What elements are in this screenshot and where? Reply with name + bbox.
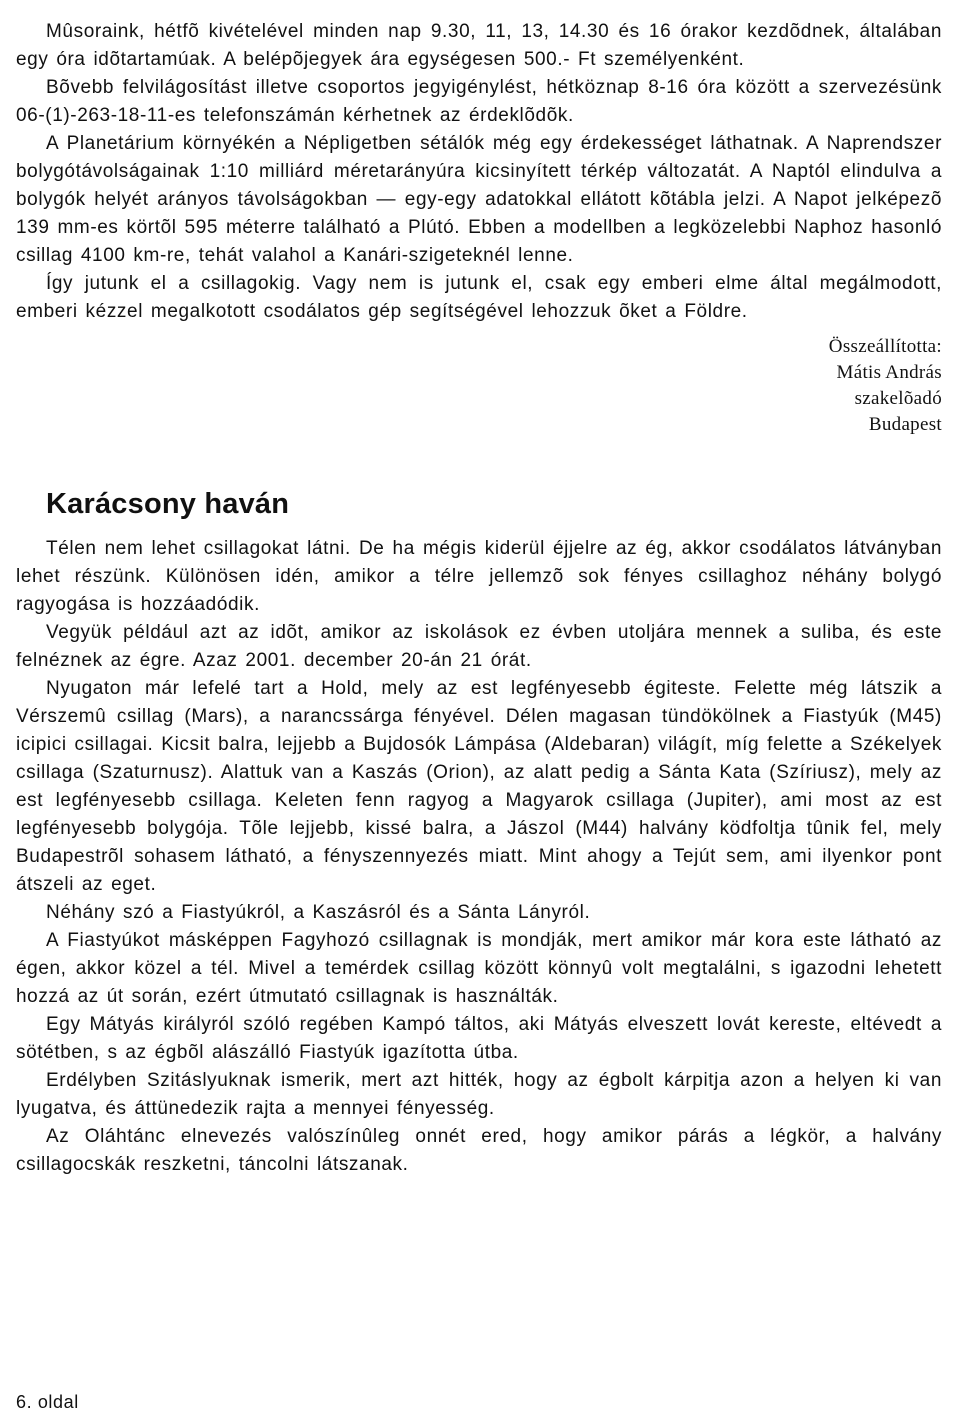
signature-role: szakelõadó: [854, 388, 942, 409]
signature-city: Budapest: [868, 414, 942, 435]
section-paragraph: Nyugaton már lefelé tart a Hold, mely az est legfényesebb égiteste. Felette még látszik a Vérszemû csillag (Mars), a narancssárga fényével. Délen magasan tündökölnek a Fiastyúk (M45) icipici csillagai. Kicsit balra, lejjebb a Bujdosók Lámpása (Aldebaran) világít, míg felette a Székelyek csillaga (Szaturnusz). Alattuk van a Kaszás (Orion), az alatt pedig a Sánta Kata (Szíriusz), mely az est legfényesebb csillaga. Keleten fenn ragyog a Magyarok csillaga (Jupiter), ami most az est legfényesebb bolygója. Tõle lejjebb, kissé balra, a Jászol (M44) halvány ködfoltja tûnik fel, mely Budapestrõl sohasem látható, a fényszennyezés miatt. Mint ahogy a Tejút sem, ami ilyenkor pont átszeli az eget.: [16, 678, 942, 895]
signature-name: Mátis András: [836, 362, 942, 383]
section-paragraph: Néhány szó a Fiastyúkról, a Kaszásról és a Sánta Lányról.: [46, 902, 591, 923]
intro-paragraph-closing: Így jutunk el a csillagokig. Vagy nem is jutunk el, csak egy emberi elme által megálmodott, emberi kézzel megalkotott csodálatos gép segítségével lehozzuk õket a Földre.: [16, 273, 942, 322]
section-paragraph: Az Oláhtánc elnevezés valószínûleg onnét ered, hogy amikor párás a légkör, a halvány csillagocskák reszketni, táncolni látszanak.: [16, 1126, 942, 1175]
section-title: Karácsony haván: [46, 488, 290, 520]
author-signature: [16, 334, 942, 438]
intro-paragraph-programs: Mûsoraink, hétfõ kivételével minden nap 9.30, 11, 13, 14.30 és 16 órakor kezdõdnek, általában egy óra idõtartamúak. A belépõjegyek ára egységesen 500.- Ft személyenként.: [16, 21, 942, 70]
section-paragraph: Erdélyben Szitáslyuknak ismerik, mert azt hitték, hogy az égbolt kárpitja azon a helyen ki van lyugatva, és áttünedezik rajta a mennyei fényesség.: [16, 1070, 942, 1119]
intro-paragraph-planetarium: A Planetárium környékén a Népligetben sétálók még egy érdekességet láthatnak. A Naprendszer bolygótávolságainak 1:10 milliárd méretarányúra kicsinyített térkép változatát. A Naptól elindulva a bolygók helyét arányos távolságokban — egy-egy adatokkal ellátott kõtábla jelzi. A Napot jelképezõ 139 mm-es körtõl 595 méterre található a Plútó. Ebben a modellben a legközelebbi Naphoz hasonló csillag 4100 km-re, tehát valahol a Kanári-szigeteknél lenne.: [16, 133, 942, 266]
page-number: 6. oldal: [16, 1392, 79, 1412]
section-paragraph: Télen nem lehet csillagokat látni. De ha mégis kiderül éjjelre az ég, akkor csodálatos látványban lehet részünk. Különösen idén, amikor a télre jellemzõ sok fényes csillaghoz néhány bolygó ragyogása is hozzáadódik.: [16, 538, 942, 615]
section-paragraph: Vegyük például azt az idõt, amikor az iskolások ez évben utoljára mennek a suliba, és este felnéznek az égre. Azaz 2001. december 20-án 21 órát.: [16, 622, 942, 671]
section-paragraph: A Fiastyúkot másképpen Fagyhozó csillagnak is mondják, mert amikor már kora este látható az égen, akkor közel a tél. Mivel a temérdek csillag között könnyû volt megtalálni, s igazodni lehetett hozzá az út során, ezért útmutató csillagnak is használták.: [16, 930, 942, 1007]
section-paragraph: Egy Mátyás királyról szóló regében Kampó táltos, aki Mátyás elveszett lovát kereste, eltévedt a sötétben, s az égbõl alászálló Fiastyúk igazította útba.: [16, 1014, 942, 1063]
intro-paragraph-info: Bõvebb felvilágosítást illetve csoportos jegyigénylést, hétköznap 8-16 óra között a szervezésünk 06-(1)-263-18-11-es telefonszámán kérhetnek az érdeklõdõk.: [16, 77, 942, 126]
text-column: [16, 18, 942, 1179]
signature-label: Összeállította:: [828, 336, 942, 357]
